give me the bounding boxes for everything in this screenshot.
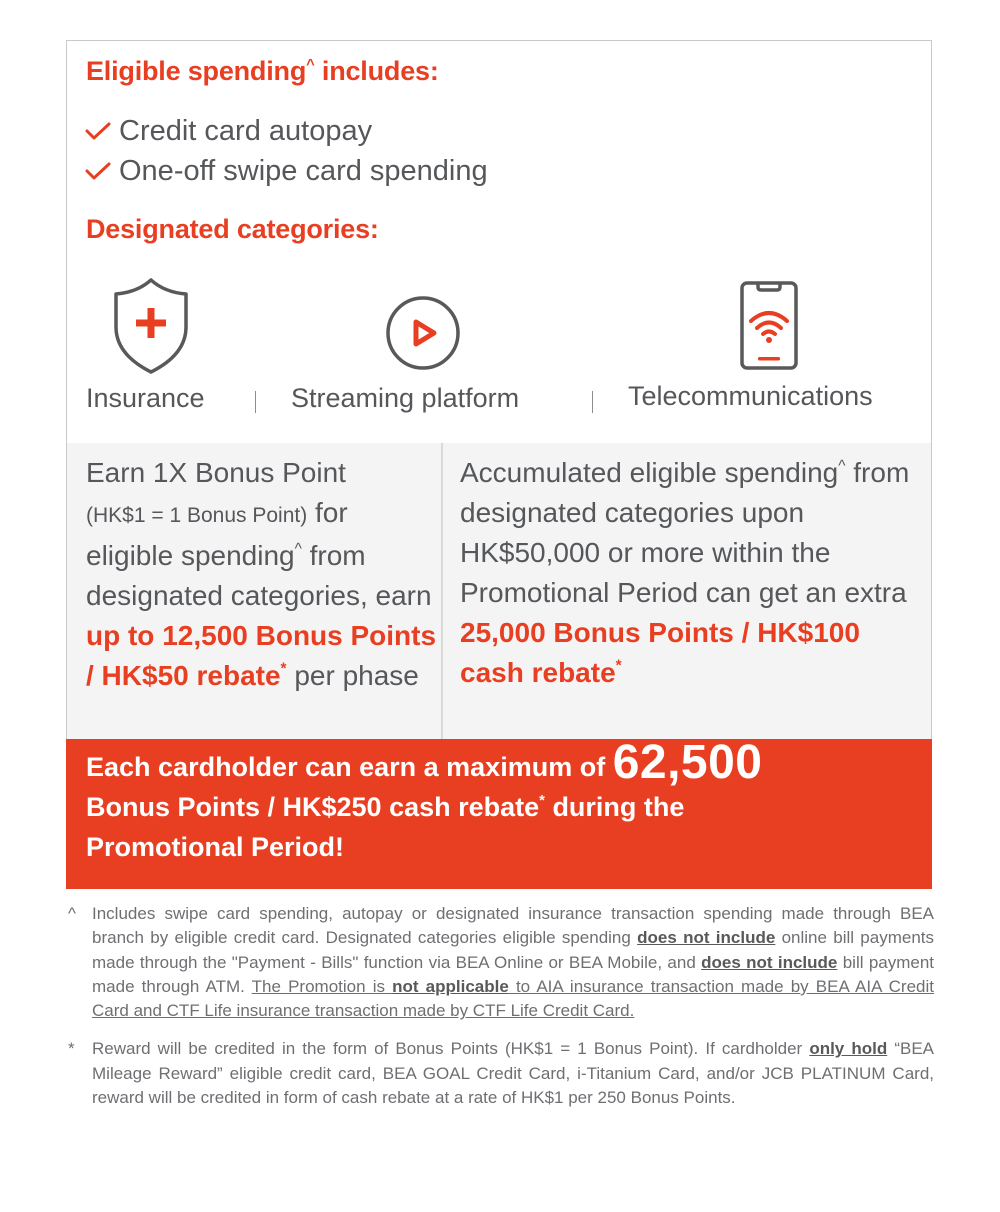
- offer-left-sup-2: *: [280, 660, 287, 678]
- category-separator: [255, 391, 256, 413]
- footnote-caret-bold-2: does not include: [701, 952, 838, 972]
- promo-panel: [66, 40, 932, 888]
- categories-row: [67, 271, 931, 443]
- eligible-item: [85, 151, 488, 191]
- check-icon: [85, 161, 111, 181]
- category-label-insurance: Insurance: [86, 383, 205, 413]
- category-label-streaming: Streaming platform: [291, 383, 520, 413]
- eligible-heading-sup: ^: [306, 56, 315, 73]
- banner-line-2: [86, 787, 913, 827]
- footnote-star-a: Reward will be credited in the form of Bonus Points (HK$1 = 1 Bonus Point). If cardholder: [92, 1039, 810, 1059]
- banner-text-2: Bonus Points / HK$250 cash rebate: [86, 792, 540, 822]
- footnote-caret-underline-2: to AIA insurance transaction made by BEA AIA Credit Card and CTF Life insurance transaction made by CTF Life Credit Card.: [92, 976, 934, 1021]
- footnote-star-bold-1: only hold: [809, 1039, 888, 1059]
- play-circle-icon: [385, 295, 461, 371]
- offer-right-highlight: 25,000 Bonus Points / HK$100 cash rebate: [460, 617, 860, 688]
- offer-left: [67, 443, 443, 739]
- offer-left-text-2: from designated categories, earn: [86, 540, 432, 611]
- footnote-caret-d: bill payment made through ATM.: [92, 952, 935, 996]
- footnote-caret-a: Includes swipe card spending, autopay or designated insurance transaction spending made through BEA branch by eligible credit card. Designated categories eligible spending: [92, 904, 934, 948]
- offer-left-text-3: per phase: [286, 660, 419, 691]
- eligible-item-label: Credit card autopay: [119, 114, 373, 147]
- banner-text-3: during the: [544, 792, 685, 822]
- offer-left-rate: (HK$1 = 1 Bonus Point): [86, 504, 308, 527]
- footnote-mark: *: [68, 1039, 75, 1059]
- eligible-spending-heading: [86, 56, 439, 87]
- eligible-heading-text: Eligible spending: [86, 56, 307, 86]
- footnote-caret-bold-1: does not include: [637, 928, 776, 948]
- offer-left-sup-1: ^: [294, 540, 302, 558]
- offer-columns: [67, 443, 931, 739]
- banner-line-1: [86, 736, 913, 789]
- offer-right-sup-1: ^: [838, 457, 846, 475]
- phone-wifi-icon: [739, 281, 799, 371]
- footnote-star-c: “BEA Mileage Reward” eligible credit card, BEA GOAL Credit Card, i-Titanium Card, and/or JCB PLATINUM Card, reward will be credited in form of cash rebate at a rate of HK$1 per 250 Bonus Points.: [92, 1039, 935, 1108]
- footnote-caret-underline-1: The Promotion is: [251, 976, 393, 996]
- offer-left-line1: Earn 1X Bonus Point: [86, 457, 346, 488]
- footnotes: [66, 902, 934, 1110]
- banner-sup: *: [539, 792, 545, 809]
- offer-left-text-1: for eligible spending: [86, 497, 348, 571]
- check-icon: [85, 121, 111, 141]
- offer-right-text-1: Accumulated eligible spending: [460, 457, 839, 488]
- footnote-caret-c: online bill payments made through the "Payment - Bills" function via BEA Online or BEA Mobile, and: [92, 928, 935, 972]
- banner-line-3: Promotional Period!: [86, 832, 345, 862]
- offer-right-sup-2: *: [615, 657, 622, 675]
- offer-left-highlight: up to 12,500 Bonus Points / HK$50 rebate: [86, 620, 437, 691]
- eligible-item-label: One-off swipe card spending: [119, 154, 488, 187]
- footnote-caret-bold-3: not applicable: [392, 976, 509, 996]
- banner-text-1: Each cardholder can earn a maximum of: [86, 752, 613, 782]
- eligible-heading-tail: includes:: [314, 56, 439, 86]
- eligible-item: [85, 111, 488, 151]
- footnote-text: [92, 1037, 934, 1110]
- footnote-mark: ^: [68, 904, 76, 923]
- offer-right: [443, 443, 931, 739]
- footnote-caret: [66, 902, 934, 1023]
- designated-categories-heading: Designated categories:: [86, 214, 379, 244]
- footnote-text: [92, 902, 934, 1023]
- banner-max-points: 62,500: [612, 736, 763, 789]
- footnote-star: [66, 1037, 934, 1110]
- offer-right-text-2: from designated categories upon HK$50,000 or more within the Promotional Period can get an extra: [460, 457, 910, 608]
- category-separator: [592, 391, 593, 413]
- shield-plus-icon: [111, 277, 191, 375]
- eligible-list: [85, 111, 488, 191]
- category-label-telecom: Telecommunications: [628, 381, 873, 411]
- max-reward-banner: [66, 736, 932, 889]
